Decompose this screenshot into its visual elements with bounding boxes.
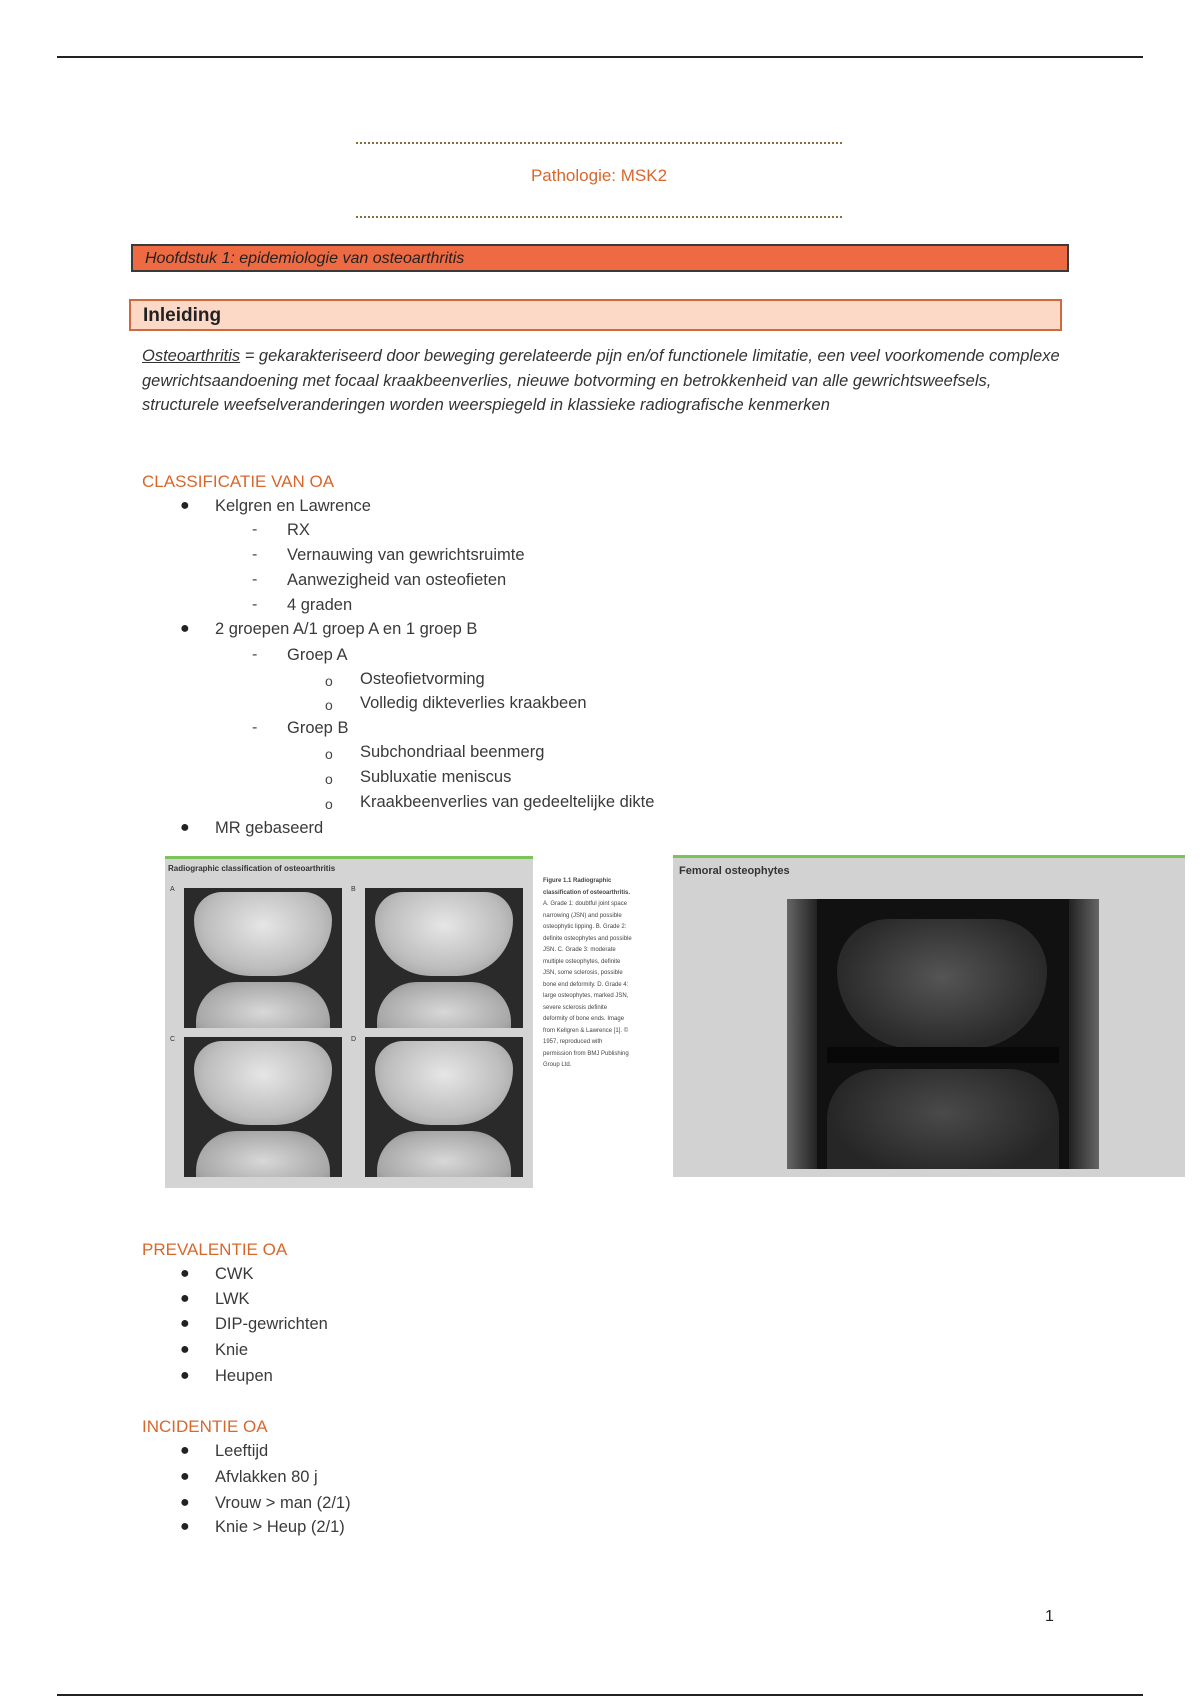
list-item: RX [287,521,310,539]
intro-paragraph [142,344,1062,418]
bullet: ● [180,1494,190,1511]
list-item: 4 graden [287,596,353,614]
list-item: Heupen [215,1367,273,1385]
list-item: DIP-gewrichten [215,1315,328,1333]
intro-text: = gekarakteriseerd door beweging gerelateerde pijn en/of functionele limitatie, een veel voorkomende complexe gewrichtsaandoening met focaal kraakbeenverlies, nieuwe botvorming en betrokkenheid van alle gewrichtsweefsels, structurele weefselveranderingen worden weerspiegeld in klassieke radiografische kenmerken [142,347,1060,414]
bullet: ● [180,1442,190,1459]
figure-accent-bar [165,856,533,859]
femoral-osteophytes-figure [673,855,1185,1177]
xray-image-b [365,888,523,1028]
page-title: Pathologie: MSK2 [530,166,668,185]
list-item: Kraakbeenverlies van gedeeltelijke dikte [360,793,655,811]
bullet: ● [180,819,190,836]
list-item: Vernauwing van gewrichtsruimte [287,546,525,564]
figure-caption [543,876,633,1072]
xray-image-a [184,888,342,1028]
incidentie-heading: INCIDENTIE OA [142,1417,268,1436]
circle-bullet: o [325,673,333,689]
list-item: Knie [215,1341,249,1359]
panel-letter: C [170,1036,176,1043]
bullet: ● [180,1290,190,1307]
list-item: CWK [215,1265,254,1283]
intro-term: Osteoarthritis [142,347,241,365]
bullet: ● [180,1367,190,1384]
top-rule [57,56,1143,58]
circle-bullet: o [325,697,333,713]
chapter-heading-text: Hoofdstuk 1: epidemiologie van osteoarthritis [145,250,465,267]
prevalentie-heading: PREVALENTIE OA [142,1240,288,1259]
figure-caption-body: A. Grade 1: doubtful joint space narrowing (JSN) and possible osteophytic lipping. B. Grade 2: definite osteophytes and possible JSN. C. Grade 3: moderate multiple osteophytes, definite JSN, some sclerosis, possible bone end deformity. D. Grade 4: large osteophytes, marked JSN, severe sclerosis definite deformity of bone ends. Image from Kellgren & Lawrence [1]. © 1957, reproduced with permission from BMJ Publishing Group Ltd. [543,901,632,1068]
section-heading [129,299,1062,331]
dash: - [252,571,258,588]
bullet: ● [180,1518,190,1535]
bullet: ● [180,620,190,637]
bottom-rule [57,1694,1143,1696]
dash: - [252,719,258,736]
list-item: MR gebaseerd [215,819,324,837]
list-item: Aanwezigheid van osteofieten [287,571,507,589]
list-item: Groep A [287,646,348,664]
figure-accent-bar [673,855,1185,858]
list-item: Vrouw > man (2/1) [215,1494,351,1512]
dash: - [252,596,258,613]
circle-bullet: o [325,746,333,762]
xray-image-d [365,1037,523,1177]
circle-bullet: o [325,796,333,812]
list-item: Volledig dikteverlies kraakbeen [360,694,587,712]
figure-header: Radiographic classification of osteoarthritis [168,864,336,873]
dash: - [252,546,258,563]
title-dots-top [356,142,842,144]
list-item: 2 groepen A/1 groep A en 1 groep B [215,620,478,638]
list-item: Subluxatie meniscus [360,768,512,786]
list-item: LWK [215,1290,250,1308]
section-heading-text: Inleiding [143,305,222,326]
bullet: ● [180,1468,190,1485]
list-item: Knie > Heup (2/1) [215,1518,345,1536]
panel-letter: B [351,886,356,893]
list-item: Groep B [287,719,349,737]
circle-bullet: o [325,771,333,787]
panel-letter: D [351,1036,357,1043]
classificatie-heading: CLASSIFICATIE VAN OA [142,472,335,491]
list-item: Afvlakken 80 j [215,1468,318,1486]
radiographic-figure [165,856,533,1188]
bullet: ● [180,1341,190,1358]
dash: - [252,521,258,538]
list-item: Osteofietvorming [360,670,485,688]
figure-header: Femoral osteophytes [679,865,790,877]
title-dots-bottom [356,216,842,218]
bullet: ● [180,1315,190,1332]
figure-caption-title: Figure 1.1 Radiographic classification of osteoarthritis. [543,878,631,896]
bullet: ● [180,1265,190,1282]
page-number: 1 [1045,1608,1054,1625]
bullet: ● [180,497,190,514]
list-item: Subchondriaal beenmerg [360,743,545,761]
chapter-heading [131,244,1069,272]
mri-image [787,899,1099,1169]
panel-letter: A [170,886,175,893]
xray-image-c [184,1037,342,1177]
dash: - [252,646,258,663]
list-item: Leeftijd [215,1442,269,1460]
list-item: Kelgren en Lawrence [215,497,371,515]
